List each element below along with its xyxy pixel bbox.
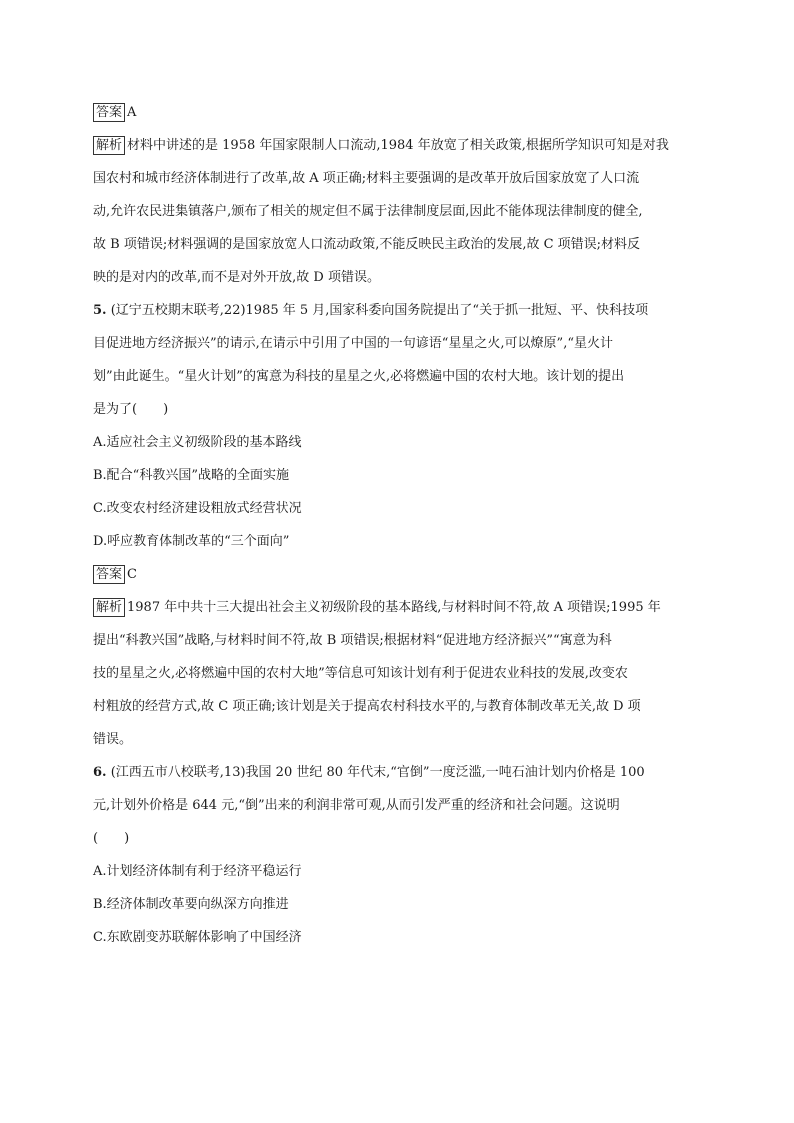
question-line: 目促进地方经济振兴”的请示,在请示中引用了中国的一句谚语“星星之火,可以燎原”,“星火计 xyxy=(93,336,613,351)
answer-value: A xyxy=(127,105,137,120)
question-number: 5. xyxy=(93,303,107,318)
question-line: 是为了( ) xyxy=(93,402,169,417)
q6-stem xyxy=(93,763,703,849)
option-d: D.呼应教育体制改革的“三个面向” xyxy=(93,534,290,549)
analysis-line: 解析 1987 年中共十三大提出社会主义初级阶段的基本路线,与材料时间不符,故 A 项错误;1995 年 xyxy=(93,598,703,618)
analysis-line: 国农村和城市经济体制进行了改革,故 A 项正确;材料主要强调的是改革开放后国家放宽了人口流 xyxy=(93,171,640,186)
option-c: C.东欧剧变苏联解体影响了中国经济 xyxy=(93,930,302,945)
page-content xyxy=(93,103,703,961)
option-a: A.适应社会主义初级阶段的基本路线 xyxy=(93,435,302,450)
analysis-line: 动,允许农民进集镇落户,颁布了相关的规定但不属于法律制度层面,因此不能体现法律制度的健全, xyxy=(93,204,643,219)
question-number: 6. xyxy=(93,765,107,780)
answer-value: C xyxy=(127,567,137,582)
option-b: B.经济体制改革要向纵深方向推进 xyxy=(93,897,289,912)
q5-options xyxy=(93,433,703,552)
question-line: 划”由此诞生。“星火计划”的寓意为科技的星星之火,必将燃遍中国的农村大地。该计划的提出 xyxy=(93,369,625,384)
analysis-label: 解析 xyxy=(93,136,125,155)
option-b: B.配合“科教兴国”战略的全面实施 xyxy=(93,468,289,483)
question-line: 元,计划外价格是 644 元,“倒”出来的利润非常可观,从而引发严重的经济和社会问题。这说明 xyxy=(93,798,620,813)
question-line: ( ) xyxy=(93,831,130,846)
q4-analysis xyxy=(93,136,703,288)
q5-stem xyxy=(93,301,703,420)
question-line: 6. (江西五市八校联考,13)我国 20 世纪 80 年代末,“官倒”一度泛滥,一吨石油计划内价格是 100 xyxy=(93,765,645,780)
analysis-line: 错误。 xyxy=(93,732,133,747)
analysis-line: 技的星星之火,必将燃遍中国的农村大地”等信息可知该计划有利于促进农业科技的发展,改变农 xyxy=(93,666,628,681)
question-line: 5. (辽宁五校期末联考,22)1985 年 5 月,国家科委向国务院提出了“关于抓一批短、平、快科技项 xyxy=(93,303,649,318)
analysis-line: 解析 材料中讲述的是 1958 年国家限制人口流动,1984 年放宽了相关政策,根据所学知识可知是对我 xyxy=(93,136,703,156)
analysis-label: 解析 xyxy=(93,598,125,617)
analysis-line: 村粗放的经营方式,故 C 项正确;该计划是关于提高农村科技水平的,与教育体制改革无关,故 D 项 xyxy=(93,699,641,714)
answer-label: 答案 xyxy=(93,565,125,584)
option-c: C.改变农村经济建设粗放式经营状况 xyxy=(93,501,302,516)
option-a: A.计划经济体制有利于经济平稳运行 xyxy=(93,864,302,879)
analysis-line: 故 B 项错误;材料强调的是国家放宽人口流动政策,不能反映民主政治的发展,故 C 项错误;材料反 xyxy=(93,237,641,252)
analysis-line: 映的是对内的改革,而不是对外开放,故 D 项错误。 xyxy=(93,270,380,285)
q5-answer xyxy=(93,565,703,585)
q5-analysis xyxy=(93,598,703,750)
analysis-line: 提出“科教兴国”战略,与材料时间不符,故 B 项错误;根据材料“促进地方经济振兴”“寓意为科 xyxy=(93,633,612,648)
q4-answer xyxy=(93,103,703,123)
answer-label: 答案 xyxy=(93,103,125,122)
q6-options xyxy=(93,862,703,948)
